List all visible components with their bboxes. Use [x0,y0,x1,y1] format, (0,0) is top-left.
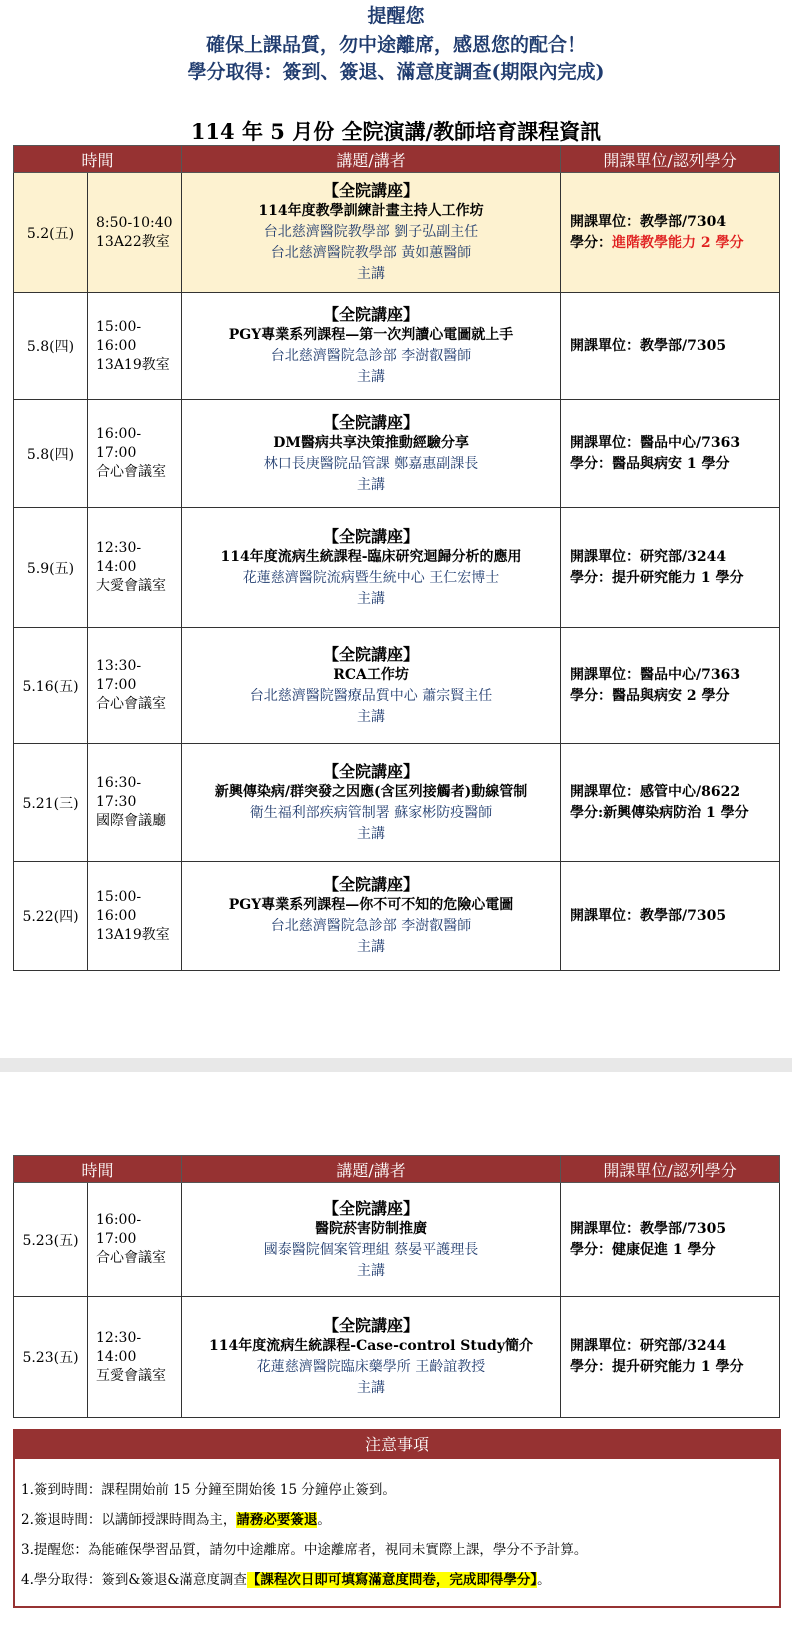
course-credit-label: 學分： [570,1359,613,1375]
course-credit [570,1240,779,1261]
course-room: 13A22教室 [96,233,170,250]
course-time-place [88,1297,182,1418]
course-unit [561,400,780,508]
course-credit-label: 學分： [570,1241,613,1258]
course-row [14,400,780,508]
course-title: DM醫病共享決策推動經驗分享 [273,434,469,451]
note-2 [21,1508,331,1528]
course-time-place [88,508,182,628]
course-unit-name: 開課單位：醫品中心/7363 [570,666,741,683]
course-unit [561,1183,780,1297]
course-unit-name: 開課單位：醫品中心/7363 [570,434,741,451]
course-room: 合心會議室 [96,1250,166,1266]
course-title: RCA工作坊 [333,666,409,683]
course-row [14,1183,780,1297]
course-unit-name: 開課單位：教學部/7305 [570,907,727,924]
course-role: 主講 [357,590,386,607]
course-time-place [88,293,182,400]
note-3: 3.提醒您：為能確保學習品質，請勿中途離席。中途離席者，視同未實際上課，學分不予計算。 [21,1542,588,1558]
course-role: 主講 [357,266,386,282]
column-header-unit: 開課單位/認列學分 [561,1156,780,1183]
course-speaker: 花蓮慈濟醫院流病暨生統中心 王仁宏博士 [242,569,500,586]
course-role: 主講 [357,708,386,725]
course-speaker-2: 台北慈濟醫院教學部 黃如蕙醫師 [270,245,472,261]
course-time: 12:30-14:00 [96,1329,142,1365]
course-time-place [88,173,182,293]
course-row [14,508,780,628]
course-row [14,293,780,400]
course-topic [182,173,561,293]
course-topic [182,628,561,744]
course-room: 合心會議室 [96,464,166,480]
course-credit-value: 醫品與病安 1 學分 [612,455,730,472]
course-role: 主講 [357,369,386,385]
course-speaker: 花蓮慈濟醫院臨床藥學所 王齡誼教授 [256,1359,486,1375]
course-credit-label: 學分： [570,569,613,586]
reminder-line-2: 確保上課品質，勿中途離席，感恩您的配合！ [205,34,586,56]
course-title: 114年度教學訓練計畫主持人工作坊 [258,203,484,219]
course-room: 大愛會議室 [96,578,166,594]
course-credit-value: 提升研究能力 1 學分 [612,1359,744,1375]
course-unit-name: 開課單位：研究部/3244 [570,548,727,565]
schedule-table-page-1 [13,145,780,971]
course-title: 新興傳染病/群突發之因應(含匡列接觸者)動線管制 [214,783,528,800]
course-row [14,744,780,862]
course-time-place [88,862,182,971]
note-2-end: 。 [317,1512,331,1528]
page-break [0,1058,792,1072]
note-4-end: 。 [537,1572,551,1588]
notes-box [13,1429,781,1608]
course-date: 5.8(四) [14,293,88,400]
course-date: 5.21(三) [14,744,88,862]
course-title: PGY專業系列課程—你不可不知的危險心電圖 [228,897,514,913]
course-unit [561,508,780,628]
course-unit [561,1297,780,1418]
schedule-table-page-2 [13,1155,780,1418]
course-credit-value: 提升研究能力 1 學分 [612,569,744,586]
course-time-place [88,1183,182,1297]
course-time-place [88,744,182,862]
course-credit-label: 學分： [570,455,613,472]
course-tag: 【全院講座】 [323,1198,420,1218]
course-credit [570,686,779,707]
course-speaker: 台北慈濟醫院教學部 劉子弘副主任 [263,224,479,240]
course-unit-name: 開課單位：感管中心/8622 [570,783,741,800]
course-time: 15:00-16:00 [96,888,142,924]
course-speaker: 台北慈濟醫院醫療品質中心 蕭宗賢主任 [249,687,493,704]
course-credit [570,568,779,589]
column-header-topic: 講題/講者 [182,1156,561,1183]
course-topic [182,293,561,400]
reminder-line-3: 學分取得：簽到、簽退、滿意度調查(期限內完成) [187,61,605,83]
course-topic [182,862,561,971]
course-unit-name: 開課單位：研究部/3244 [570,1338,727,1354]
course-unit-name: 開課單位：教學部/7305 [570,1220,727,1237]
course-unit [561,744,780,862]
course-speaker: 國泰醫院個案管理組 蔡晏平護理長 [263,1241,479,1258]
course-time: 16:30-17:30 [96,775,142,810]
reminder-line-1: 提醒您 [367,5,425,27]
course-role: 主講 [357,1262,386,1279]
column-header-time: 時間 [14,1156,182,1183]
course-credit-value: 醫品與病安 2 學分 [612,687,730,704]
course-speaker: 衛生福利部疾病管制署 蘇家彬防疫醫師 [249,804,493,821]
column-header-unit: 開課單位/認列學分 [561,146,780,173]
course-credit [570,233,779,254]
course-row [14,1297,780,1418]
course-time-place [88,400,182,508]
note-2-text: 2.簽退時間：以講師授課時間為主， [21,1512,237,1528]
course-room: 合心會議室 [96,696,166,712]
course-unit-name: 開課單位：教學部/7305 [570,337,727,354]
course-speaker: 台北慈濟醫院急診部 李澍叡醫師 [270,918,472,934]
course-room: 13A19教室 [96,356,170,373]
course-time: 12:30-14:00 [96,540,142,575]
course-role: 主講 [357,476,386,493]
note-4-highlight: 【課程次日即可填寫滿意度問卷，完成即得學分】 [246,1572,538,1588]
column-header-time: 時間 [14,146,182,173]
document-title: 114 年 5 月份 全院演講/教師培育課程資訊 [190,119,602,144]
course-date: 5.22(四) [14,862,88,971]
course-tag: 【全院講座】 [323,526,420,546]
course-speaker: 林口長庚醫院品管課 鄭嘉惠副課長 [263,455,479,472]
course-time: 8:50-10:40 [96,214,173,231]
course-credit-value: 進階教學能力 2 學分 [612,234,744,251]
note-1: 1.簽到時間：課程開始前 15 分鐘至開始後 15 分鐘停止簽到。 [21,1482,396,1498]
course-tag: 【全院講座】 [323,875,420,894]
course-title: 114年度流病生統課程-臨床研究迴歸分析的應用 [220,548,522,565]
course-credit [570,1357,779,1378]
course-credit-label: 學分: [570,804,604,821]
course-role: 主講 [357,825,386,842]
course-role: 主講 [357,939,386,955]
course-unit [561,173,780,293]
course-date: 5.23(五) [14,1183,88,1297]
note-2-highlight: 請務必要簽退 [236,1512,318,1528]
course-title: PGY專業系列課程—第一次判讀心電圖就上手 [228,327,514,343]
course-tag: 【全院講座】 [323,761,420,781]
notes-title: 注意事項 [15,1431,779,1459]
course-tag: 【全院講座】 [323,305,420,324]
course-topic [182,1297,561,1418]
course-tag: 【全院講座】 [323,412,420,432]
course-room: 13A19教室 [96,926,170,943]
course-credit-value: 健康促進 1 學分 [612,1241,716,1258]
course-role: 主講 [357,1380,386,1396]
course-credit [570,803,779,824]
course-unit [561,628,780,744]
course-topic [182,744,561,862]
course-topic [182,1183,561,1297]
course-topic [182,508,561,628]
course-time: 16:00-17:00 [96,1212,142,1247]
course-topic [182,400,561,508]
note-4 [21,1568,551,1588]
course-title: 醫院菸害防制推廣 [315,1220,428,1237]
course-unit [561,862,780,971]
course-row [14,173,780,293]
course-date: 5.23(五) [14,1297,88,1418]
course-time: 13:30-17:00 [96,658,142,693]
course-speaker: 台北慈濟醫院急診部 李澍叡醫師 [270,348,472,364]
note-4-text: 4.學分取得：簽到&簽退&滿意度調查 [21,1572,247,1588]
course-row [14,628,780,744]
course-room: 國際會議廳 [96,813,166,829]
course-tag: 【全院講座】 [323,644,420,664]
course-time: 15:00-16:00 [96,318,142,354]
course-credit-label: 學分： [570,687,613,704]
course-row [14,862,780,971]
course-credit-label: 學分： [570,234,613,251]
course-time: 16:00-17:00 [96,426,142,461]
course-credit-value: 新興傳染病防治 1 學分 [603,804,749,821]
course-tag: 【全院講座】 [323,1316,420,1335]
course-time-place [88,628,182,744]
course-date: 5.16(五) [14,628,88,744]
course-tag: 【全院講座】 [323,181,420,200]
course-date: 5.9(五) [14,508,88,628]
course-unit [561,293,780,400]
course-date: 5.2(五) [14,173,88,293]
course-unit-name: 開課單位：教學部/7304 [570,213,727,230]
course-date: 5.8(四) [14,400,88,508]
column-header-topic: 講題/講者 [182,146,561,173]
course-room: 互愛會議室 [96,1367,166,1384]
course-title: 114年度流病生統課程-Case-control Study簡介 [209,1338,533,1354]
course-credit [570,454,779,475]
